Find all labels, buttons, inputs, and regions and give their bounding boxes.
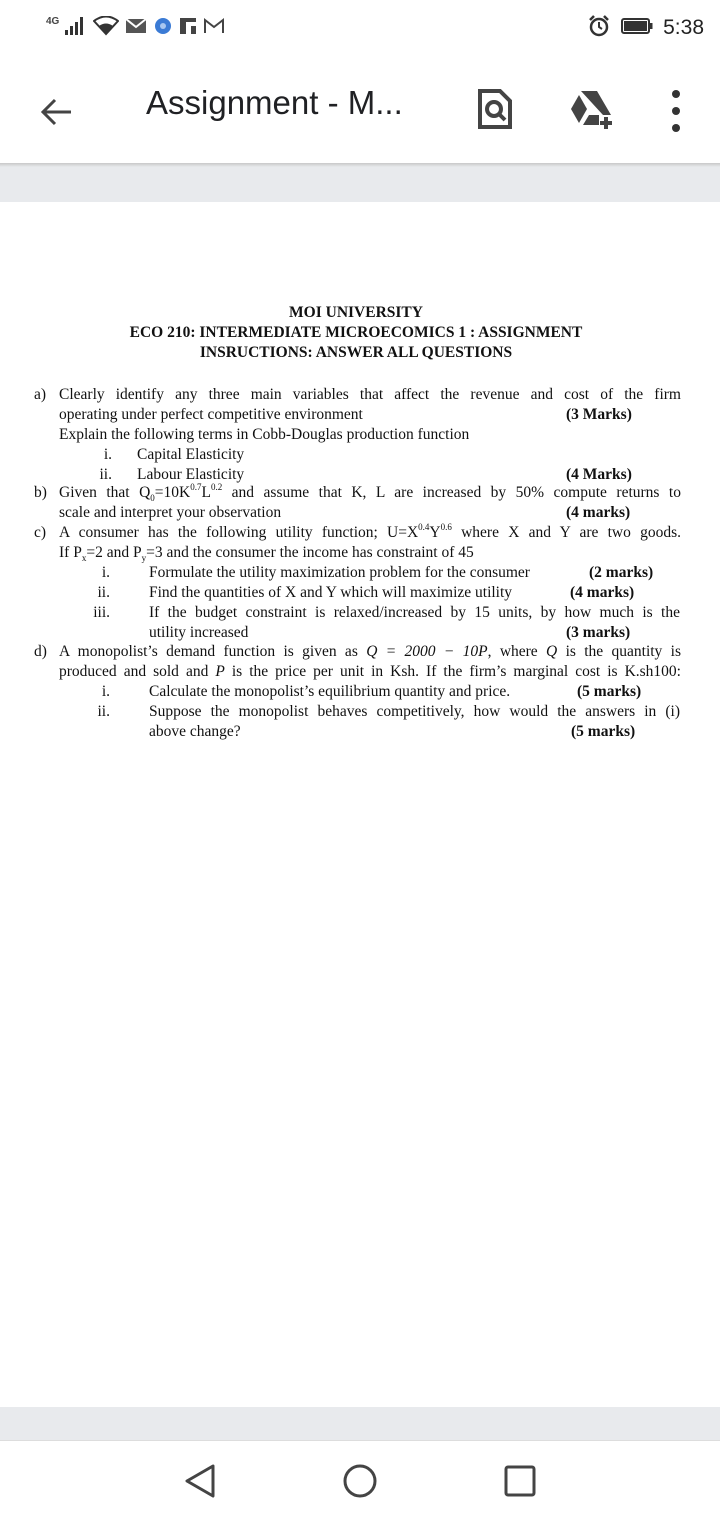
app-bar	[0, 56, 720, 166]
text-run: , where	[487, 643, 547, 660]
marks-label: (4 marks)	[566, 504, 631, 521]
nav-recents-button[interactable]	[498, 1459, 542, 1503]
find-in-page-button[interactable]	[477, 88, 517, 132]
text-run: where X and Y are two goods.	[451, 524, 682, 541]
nav-recents-icon	[503, 1464, 537, 1498]
question-text	[59, 483, 681, 503]
item-text: Suppose the monopolist behaves competitively, how would the answers in (i)	[149, 703, 680, 720]
subscript: x	[81, 553, 87, 564]
item-number: i.	[101, 683, 110, 700]
text-run: L	[201, 484, 211, 501]
drive-add-icon	[566, 88, 616, 130]
network-type: 4G	[46, 15, 60, 27]
text-run: A monopolist’s demand function is given as	[59, 643, 367, 660]
question-text	[59, 523, 681, 543]
nav-back-icon	[183, 1463, 217, 1499]
text-run: A consumer has the following utility function; U=X	[59, 524, 419, 541]
marks-label: (3 Marks)	[566, 406, 632, 423]
instructions: INSRUCTIONS: ANSWER ALL QUESTIONS	[199, 344, 513, 361]
item-number: ii.	[97, 703, 110, 720]
text-run: =10K	[154, 484, 191, 501]
item-number: i.	[101, 564, 110, 581]
document-title: Assignment - M...	[146, 84, 403, 121]
gmail-icon	[125, 17, 147, 40]
item-text: Labour Elasticity	[137, 466, 245, 483]
item-number: i.	[103, 446, 112, 463]
question-text: Clearly identify any three main variables that affect the revenue and cost of the firm	[59, 386, 681, 403]
superscript: 0.7	[190, 481, 202, 492]
variable: P	[215, 663, 225, 680]
marks-label: (3 marks)	[566, 624, 631, 641]
text-run: =3 and the consumer the income has constraint of 45	[146, 544, 474, 561]
flipboard-icon	[179, 17, 197, 40]
item-text: If the budget constraint is relaxed/increased by 15 units, by how much is the	[149, 604, 680, 621]
marks-label: (4 Marks)	[566, 466, 632, 483]
superscript: 0.4	[418, 521, 430, 532]
question-label: b)	[34, 484, 47, 501]
question-text	[59, 543, 474, 563]
question-text	[59, 662, 681, 682]
gmail-outline-icon	[203, 17, 225, 40]
item-text: above change?	[149, 723, 241, 740]
text-run: produced and sold and	[59, 663, 216, 680]
item-text: Capital Elasticity	[137, 446, 245, 463]
variable: Q	[546, 643, 558, 660]
question-label: a)	[34, 386, 47, 403]
document-page	[0, 202, 720, 1407]
item-text: utility increased	[149, 624, 249, 641]
subscript: y	[141, 553, 147, 564]
nav-back-button[interactable]	[178, 1459, 222, 1503]
app-bar-shadow	[0, 163, 720, 167]
status-bar	[0, 0, 720, 56]
equation: Q = 2000 − 10P	[366, 643, 488, 660]
more-vert-icon	[672, 90, 680, 98]
text-run: and assume that K, L are increased by 50% compute returns to	[222, 484, 681, 501]
question-d	[34, 642, 682, 742]
text-run: =2 and P	[86, 544, 142, 561]
item-number: ii.	[97, 584, 110, 601]
university-name: MOI UNIVERSITY	[289, 304, 423, 321]
clock-time: 5:38	[663, 16, 704, 39]
more-vert-dot	[672, 124, 680, 132]
more-vert-dot	[672, 107, 680, 115]
nav-home-icon	[342, 1463, 378, 1499]
text-run: Y	[429, 524, 441, 541]
add-to-drive-button[interactable]	[566, 88, 618, 132]
question-label: c)	[34, 524, 47, 541]
marks-label: (2 marks)	[589, 564, 654, 581]
subscript: 0	[150, 493, 155, 504]
battery-icon	[621, 17, 653, 40]
item-text: Calculate the monopolist’s equilibrium quantity and price.	[149, 683, 511, 700]
question-a	[34, 385, 682, 485]
text-run: is the quantity is	[557, 643, 681, 660]
question-b	[34, 483, 682, 523]
course-title: ECO 210: INTERMEDIATE MICROECOMICS 1 : ASSIGNMENT	[129, 324, 583, 341]
question-text: Explain the following terms in Cobb-Douglas production function	[59, 426, 470, 443]
wifi-icon	[93, 16, 119, 41]
text-run: If P	[59, 544, 82, 561]
marks-label: (4 marks)	[570, 584, 635, 601]
signal-icon	[65, 16, 87, 41]
status-left-icons	[46, 14, 225, 42]
marks-label: (5 marks)	[577, 683, 642, 700]
question-text	[59, 642, 681, 662]
nav-home-button[interactable]	[338, 1459, 382, 1503]
alarm-icon	[587, 14, 611, 43]
navigation-bar	[0, 1440, 720, 1520]
marks-label: (5 marks)	[571, 723, 636, 740]
document-header	[0, 303, 720, 363]
back-button[interactable]	[36, 92, 76, 132]
question-label: d)	[34, 643, 47, 660]
back-arrow-icon	[39, 97, 73, 127]
status-right-icons	[587, 14, 704, 42]
superscript: 0.6	[440, 521, 452, 532]
question-text: operating under perfect competitive environment	[59, 406, 363, 423]
text-run: Given that Q	[59, 484, 151, 501]
item-text: Find the quantities of X and Y which will maximize utility	[149, 584, 513, 601]
more-options-button[interactable]	[664, 90, 688, 132]
superscript: 0.2	[210, 481, 223, 492]
item-number: ii.	[99, 466, 112, 483]
find-in-page-icon	[477, 88, 513, 130]
text-run: is the price per unit in Ksh. If the firm’s marginal cost is K.sh100:	[224, 663, 681, 680]
item-number: iii.	[93, 604, 110, 621]
question-text: scale and interpret your observation	[59, 504, 282, 521]
item-text: Formulate the utility maximization problem for the consumer	[149, 564, 530, 581]
question-c	[34, 523, 682, 643]
vpn-icon	[153, 16, 173, 41]
